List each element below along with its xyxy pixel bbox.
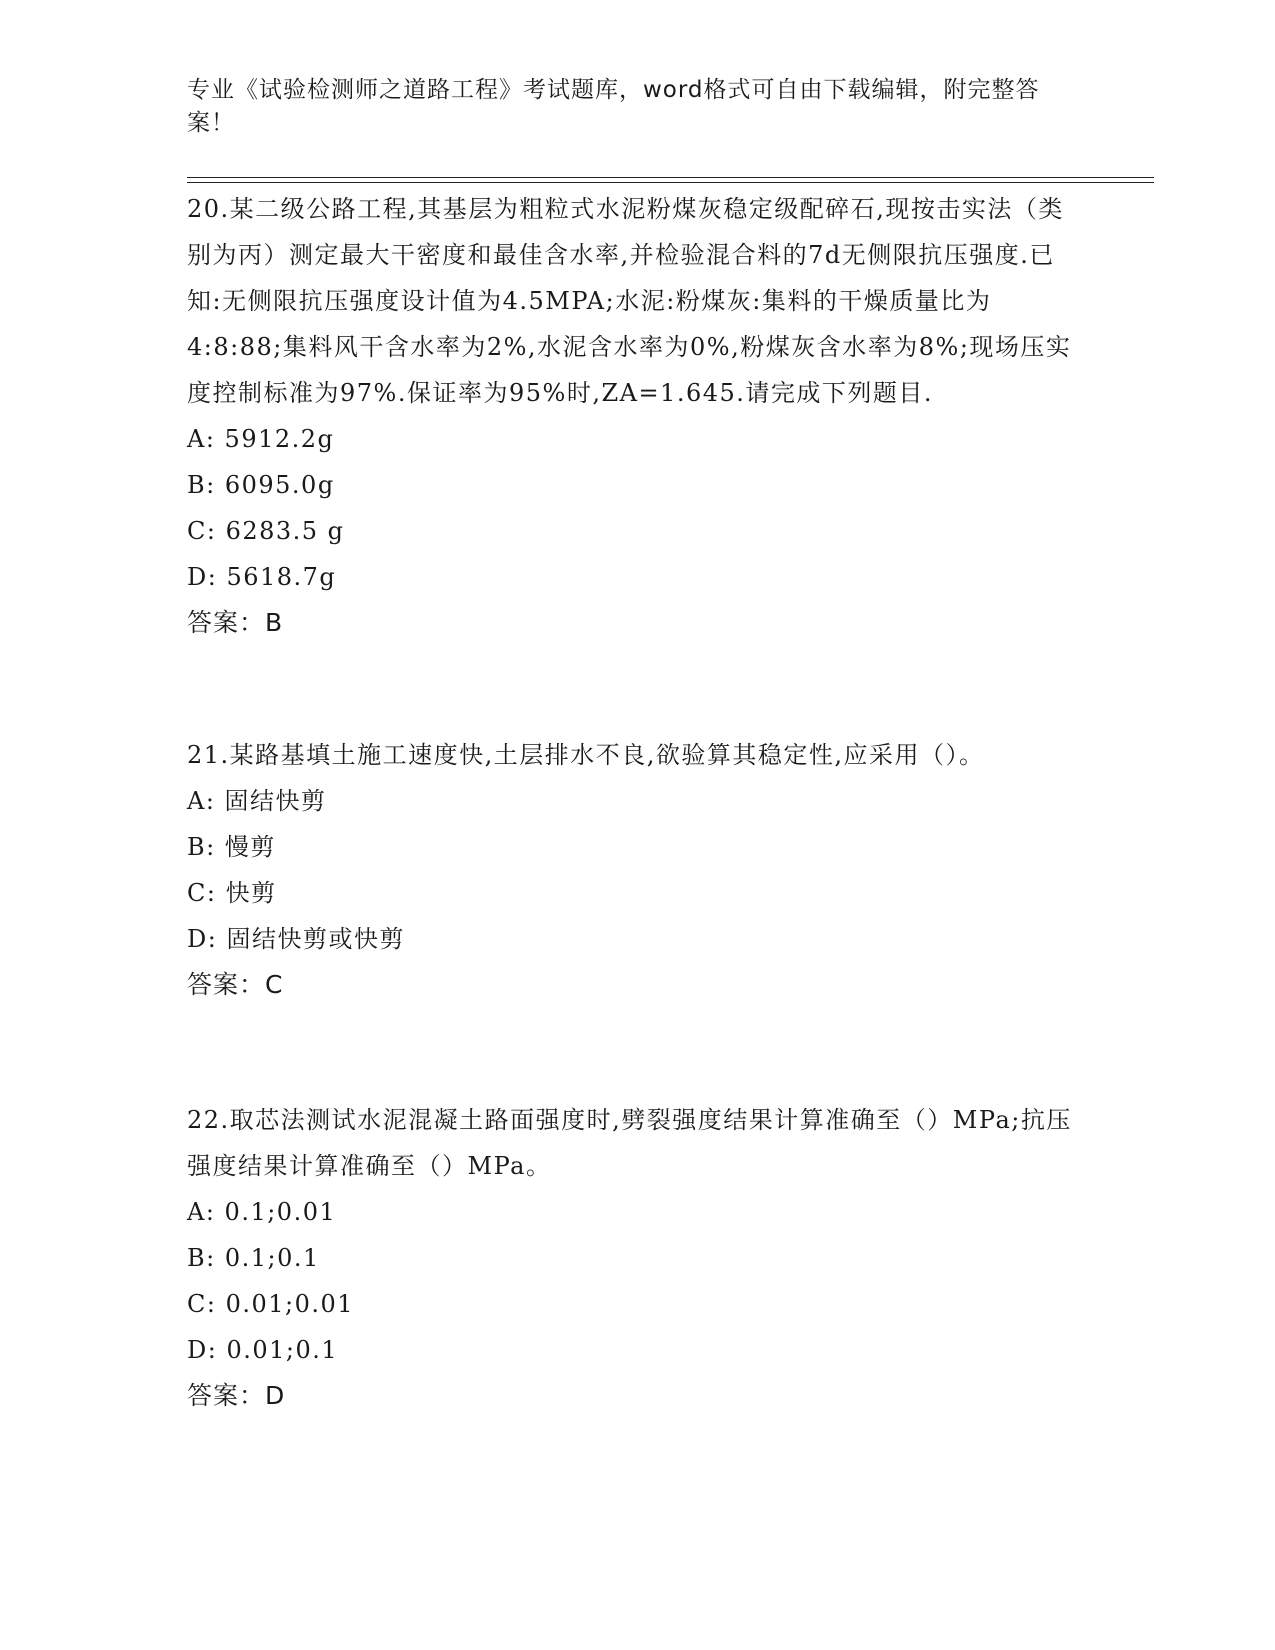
option-c: C: 快剪 — [187, 879, 277, 907]
answer: 答案：B — [187, 608, 284, 637]
option-d: D: 0.01;0.1 — [187, 1336, 339, 1364]
option-b: B: 0.1;0.1 — [187, 1244, 320, 1272]
answer: 答案：C — [187, 970, 284, 999]
option-b: B: 慢剪 — [187, 833, 276, 861]
header-divider-bottom — [187, 182, 1154, 183]
question-text: 21.某路基填土施工速度快,土层排水不良,欲验算其稳定性,应采用（）。 — [187, 741, 985, 769]
option-a: A: 5912.2g — [187, 425, 335, 453]
option-a: A: 0.1;0.01 — [187, 1198, 337, 1226]
option-d: D: 固结快剪或快剪 — [187, 925, 405, 953]
option-a: A: 固结快剪 — [187, 787, 327, 815]
document-header: 专业《试验检测师之道路工程》考试题库，word格式可自由下载编辑，附完整答案！ — [187, 77, 1040, 136]
option-d: D: 5618.7g — [187, 563, 337, 591]
header-divider-top — [187, 177, 1154, 178]
option-c: C: 6283.5 g — [187, 517, 345, 545]
answer: 答案：D — [187, 1381, 286, 1410]
question-text: 22.取芯法测试水泥混凝土路面强度时,劈裂强度结果计算准确至（）MPa;抗压强度结果计算准确至（）MPa。 — [187, 1106, 1072, 1180]
option-c: C: 0.01;0.01 — [187, 1290, 355, 1318]
question-22 — [187, 1097, 1087, 1419]
question-text: 20.某二级公路工程,其基层为粗粒式水泥粉煤灰稳定级配碎石,现按击实法（类别为丙）测定最大干密度和最佳含水率,并检验混合料的7d无侧限抗压强度.已知:无侧限抗压强度设计值为4.5MPA;水泥:粉煤灰:集料的干燥质量比为4:8:88;集料风干含水率为2%,水泥含水率为0%,粉煤灰含水率为8%;现场压实度控制标准为97%.保证率为95%时,ZA=1.645.请完成下列题目. — [187, 195, 1072, 407]
question-20 — [187, 186, 1087, 646]
option-b: B: 6095.0g — [187, 471, 335, 499]
question-21 — [187, 732, 1087, 1008]
